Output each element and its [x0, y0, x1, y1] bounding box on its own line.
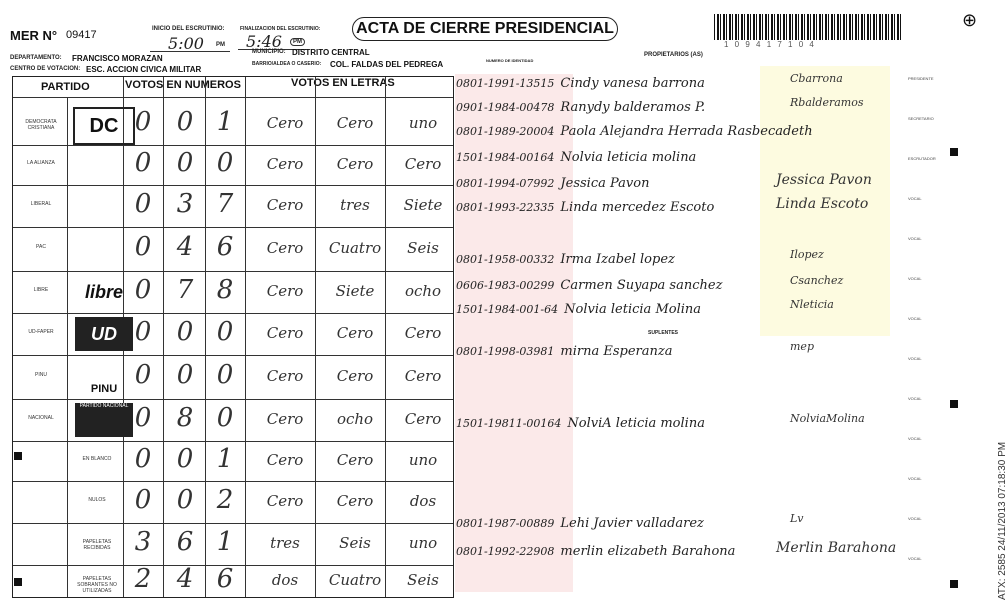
margin-role-label: VOCAL [908, 556, 922, 561]
member-name: Irma Izabel lopez [560, 252, 675, 267]
vote-digit: 0 [216, 403, 234, 433]
vote-digit: 3 [134, 527, 152, 557]
column-rule [245, 77, 246, 597]
vote-digit: 0 [216, 317, 234, 347]
member-name: Linda mercedez Escoto [560, 200, 715, 215]
member-signature: Merlin Barahona [776, 540, 897, 556]
member-id: 0901-1984-00478 [456, 101, 555, 114]
member-id: 0801-1998-03981 [456, 345, 555, 358]
vote-digit: 0 [134, 275, 152, 305]
vote-word: tres [270, 534, 300, 552]
member-row [456, 302, 701, 317]
departamento-value: FRANCISCO MORAZAN [72, 54, 163, 63]
member-name: Lehi Javier valladarez [560, 516, 704, 531]
vote-word: ocho [404, 282, 442, 300]
member-id: 0606-1983-00299 [456, 279, 555, 292]
departamento-label: DEPARTAMENTO: [10, 55, 62, 61]
centro-label: CENTRO DE VOTACION: [10, 66, 81, 72]
member-row [456, 416, 705, 431]
registration-square [14, 578, 22, 586]
member-signature: Nleticia [790, 298, 834, 311]
vote-digit: 0 [176, 317, 194, 347]
vote-word: Cero [336, 367, 374, 385]
member-name: NolviA leticia molina [567, 416, 705, 431]
member-name: Cindy vanesa barrona [560, 76, 705, 91]
column-rule [67, 425, 68, 597]
member-row [456, 124, 813, 139]
member-name: Nolvia leticia molina [560, 150, 697, 165]
row-rule [13, 523, 453, 524]
vote-word: Cero [266, 492, 304, 510]
vote-digit: 0 [134, 403, 152, 433]
member-signature: NolviaMolina [790, 412, 865, 425]
member-row [456, 252, 675, 267]
vote-word: Cero [266, 282, 304, 300]
side-stamp: ATX: 2585 24/11/2013 07:18:30 PM [997, 441, 1008, 600]
vote-word: uno [408, 451, 438, 469]
vote-word: Cero [404, 367, 442, 385]
member-signature: Lv [790, 512, 804, 525]
registration-square [950, 580, 958, 588]
inicio-suffix: PM [216, 42, 225, 48]
registration-square [950, 400, 958, 408]
margin-role-label: VOCAL [908, 396, 922, 401]
numero-identidad-label: NUMERO DE IDENTIDAD [486, 58, 534, 63]
member-row [456, 200, 714, 215]
vote-word: Cero [336, 324, 374, 342]
party-label: PINU [35, 372, 47, 378]
vote-digit: 1 [216, 107, 234, 137]
vote-digit: 0 [216, 148, 234, 178]
party-label: LIBERAL [30, 201, 52, 207]
party-label: PAPELETAS RECIBIDAS [82, 539, 112, 551]
propietarios-label: PROPIETARIOS (AS) [644, 52, 703, 58]
vote-digit: 0 [134, 189, 152, 219]
vote-word: Seis [407, 239, 439, 257]
vote-digit: 7 [176, 275, 194, 305]
vote-digit: 8 [176, 403, 194, 433]
margin-role-label: VOCAL [908, 316, 922, 321]
vote-digit: 3 [176, 189, 194, 219]
vote-digit: 2 [134, 564, 152, 594]
vote-word: Cero [336, 114, 374, 132]
vote-word: Cero [404, 410, 442, 428]
vote-digit: 0 [176, 148, 194, 178]
header-rule [13, 97, 453, 98]
member-id: 0801-1989-20004 [456, 125, 555, 138]
margin-role-label: VOCAL [908, 516, 922, 521]
member-row [456, 76, 705, 91]
vote-digit: 4 [176, 232, 194, 262]
member-name: Carmen Suyapa sanchez [560, 278, 723, 293]
finalizacion-suffix: PM [290, 38, 305, 46]
vote-word: tres [340, 196, 370, 214]
document-title: ACTA DE CIERRE PRESIDENCIAL [352, 17, 618, 41]
vote-word: Seis [339, 534, 371, 552]
party-label: UD-FAPER [28, 329, 54, 335]
member-id: 1501-1984-00164 [456, 151, 555, 164]
member-name: mirna Esperanza [560, 344, 673, 359]
member-signature: Cbarrona [790, 72, 843, 85]
vote-word: dos [271, 571, 299, 589]
vote-word: dos [409, 492, 437, 510]
margin-role-label: SECRETARIO [908, 116, 934, 121]
member-id: 0801-1991-13515 [456, 77, 555, 90]
registration-square [950, 148, 958, 156]
vote-digit: 0 [176, 485, 194, 515]
vote-word: Cero [266, 324, 304, 342]
column-rule [163, 77, 164, 597]
member-row [456, 150, 696, 165]
member-row [456, 344, 673, 359]
vote-word: Siete [403, 196, 443, 214]
inicio-underline [150, 51, 230, 52]
votes-table [12, 76, 454, 598]
margin-role-label: ESCRUTADOR [908, 156, 936, 161]
col-numeros-header: VOTOS EN NUMEROS [125, 79, 241, 91]
suplentes-label: SUPLENTES [648, 330, 679, 336]
party-logo: PARTIDO NACIONAL [75, 403, 133, 437]
vote-digit: 0 [176, 107, 194, 137]
member-id: 0801-1958-00332 [456, 253, 555, 266]
member-signature: Rbalderamos [790, 96, 864, 109]
member-name: Jessica Pavon [560, 176, 650, 191]
margin-role-label: VOCAL [908, 356, 922, 361]
municipio-value: DISTRITO CENTRAL [292, 48, 370, 57]
party-logo: DC [73, 107, 135, 145]
vote-word: Cuatro [328, 571, 382, 589]
margin-role-label: VOCAL [908, 276, 922, 281]
finalizacion-label: FINALIZACION DEL ESCRUTINIO: [240, 26, 321, 32]
centro-value: ESC. ACCION CIVICA MILITAR [86, 65, 202, 74]
party-label: EN BLANCO [82, 456, 112, 462]
vote-word: Cero [266, 367, 304, 385]
barrio-label: BARRIO/ALDEA O CASERIO: [252, 61, 322, 67]
mer-label: MER N° [10, 28, 58, 43]
vote-digit: 0 [134, 360, 152, 390]
vote-digit: 0 [134, 148, 152, 178]
vote-digit: 6 [216, 564, 234, 594]
party-label: PAC [36, 244, 46, 250]
vote-word: Cero [336, 492, 374, 510]
col-letras-header: VOTOS EN LETRAS [291, 77, 395, 89]
municipio-label: MUNICIPIO: [252, 49, 286, 55]
member-name: merlin elizabeth Barahona [560, 544, 736, 559]
vote-digit: 0 [134, 232, 152, 262]
vote-word: Cero [336, 155, 374, 173]
row-rule [13, 271, 453, 272]
vote-word: Seis [407, 571, 439, 589]
barcode-text: 1 0 9 4 1 7 1 0 4 [724, 40, 816, 49]
member-name: Nolvia leticia Molina [564, 302, 702, 317]
row-rule [13, 185, 453, 186]
member-row [456, 544, 735, 559]
member-id: 1501-19811-00164 [456, 417, 562, 430]
party-label: PAPELETAS SOBRANTES NO UTILIZADAS [77, 576, 117, 594]
registration-square [14, 452, 22, 460]
vote-word: Cero [266, 155, 304, 173]
member-id: 1501-1984-001-64 [456, 303, 559, 316]
vote-word: Cero [266, 114, 304, 132]
mer-number: 09417 [66, 29, 97, 41]
member-name: Ranydy balderamos P. [560, 100, 706, 115]
margin-role-label: VOCAL [908, 196, 922, 201]
row-rule [13, 227, 453, 228]
member-id: 0801-1994-07992 [456, 177, 555, 190]
vote-word: ocho [336, 410, 374, 428]
row-rule [13, 441, 453, 442]
vote-digit: 0 [134, 444, 152, 474]
margin-role-label: PRESIDENTE [908, 76, 934, 81]
row-rule [13, 481, 453, 482]
row-rule [13, 313, 453, 314]
member-signature: mep [790, 340, 814, 353]
member-signature: Linda Escoto [776, 196, 869, 212]
member-signature: Csanchez [790, 274, 844, 287]
vote-digit: 0 [134, 107, 152, 137]
member-name: Paola Alejandra Herrada Rasbecadeth [560, 124, 813, 139]
party-label: DEMOCRATA CRISTIANA [25, 119, 57, 131]
party-logo: UD [75, 317, 133, 351]
vote-digit: 0 [134, 485, 152, 515]
vote-digit: 0 [176, 444, 194, 474]
member-id: 0801-1987-00889 [456, 517, 555, 530]
vote-digit: 7 [216, 189, 234, 219]
vote-word: Siete [335, 282, 375, 300]
vote-digit: 8 [216, 275, 234, 305]
vote-digit: 0 [134, 317, 152, 347]
barcode [714, 14, 902, 40]
col-partido-header: PARTIDO [41, 81, 90, 93]
vote-word: Cero [266, 410, 304, 428]
vote-word: uno [408, 114, 438, 132]
member-signature: Jessica Pavon [776, 172, 872, 188]
member-row [456, 278, 722, 293]
vote-digit: 6 [176, 527, 194, 557]
party-label: LA ALIANZA [27, 160, 55, 166]
member-row [456, 176, 649, 191]
member-id: 0801-1993-22335 [456, 201, 555, 214]
inicio-label: INICIO DEL ESCRUTINIO: [152, 26, 225, 32]
member-row [456, 100, 705, 115]
vote-word: Cero [266, 451, 304, 469]
party-label: LIBRE [33, 287, 49, 293]
vote-word: Cuatro [328, 239, 382, 257]
party-label: NULOS [88, 497, 106, 503]
party-label: NACIONAL [28, 415, 54, 421]
party-logo: libre [84, 281, 123, 302]
member-id: 0801-1992-22908 [456, 545, 555, 558]
vote-digit: 0 [176, 360, 194, 390]
corner-mark: ⊕ [962, 10, 978, 30]
member-signature: Ilopez [790, 248, 824, 261]
barrio-value: COL. FALDAS DEL PEDREGA [330, 60, 444, 69]
party-logo: PINU [90, 383, 118, 395]
row-rule [13, 145, 453, 146]
member-row [456, 516, 704, 531]
vote-digit: 4 [176, 564, 194, 594]
row-rule [13, 399, 453, 400]
vote-digit: 1 [216, 444, 234, 474]
vote-word: Cero [404, 155, 442, 173]
margin-role-label: VOCAL [908, 476, 922, 481]
row-rule [13, 355, 453, 356]
vote-word: Cero [266, 239, 304, 257]
margin-role-label: VOCAL [908, 436, 922, 441]
vote-word: Cero [266, 196, 304, 214]
vote-digit: 0 [216, 360, 234, 390]
vote-digit: 2 [216, 485, 234, 515]
vote-word: uno [408, 534, 438, 552]
vote-word: Cero [336, 451, 374, 469]
finalizacion-value: 5:46 [246, 32, 282, 51]
vote-digit: 1 [216, 527, 234, 557]
margin-role-label: VOCAL [908, 236, 922, 241]
inicio-value: 5:00 [168, 34, 204, 53]
vote-digit: 6 [216, 232, 234, 262]
vote-word: Cero [404, 324, 442, 342]
